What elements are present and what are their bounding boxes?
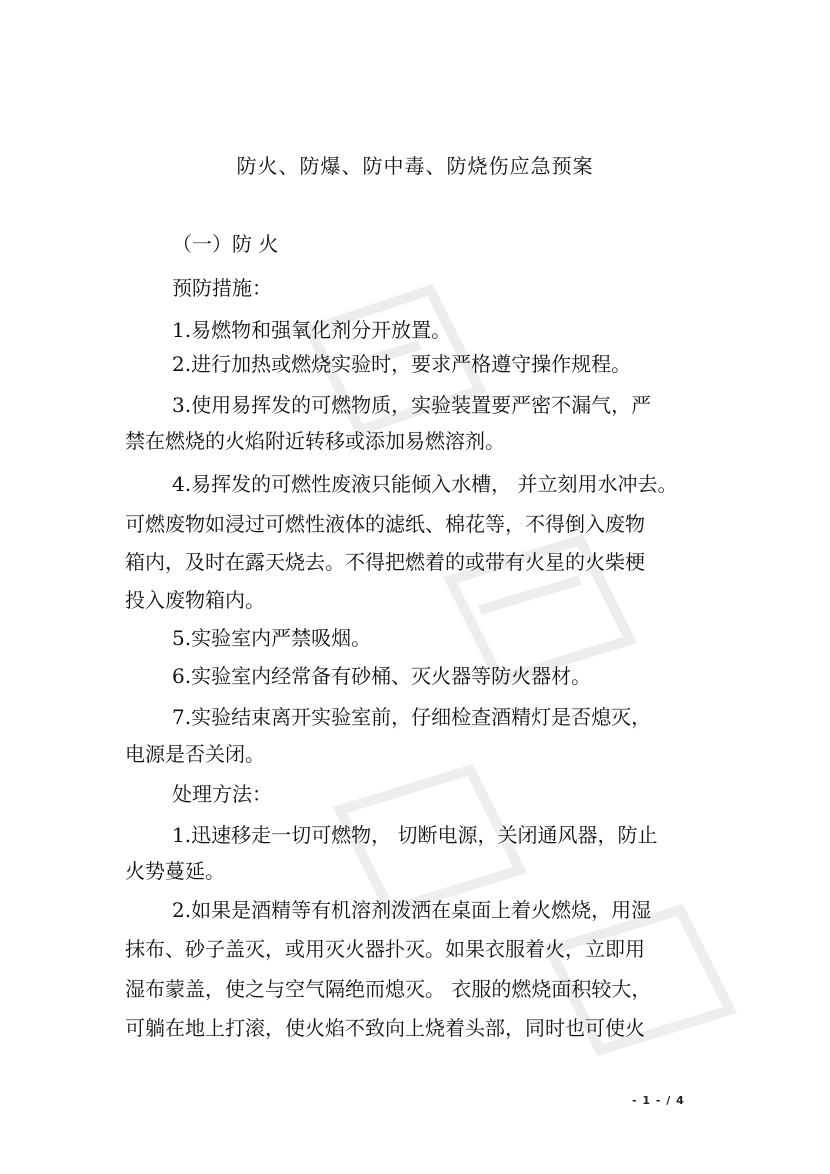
page-number: - 1 - / 4 (632, 1094, 685, 1107)
paragraph-line: 火势蔓延。 (125, 859, 225, 883)
paragraph-line: 抹布、砂子盖灭，或用灭火器扑灭。如果衣服着火，立即用 (125, 937, 645, 961)
paragraph-line: 1.迅速移走一切可燃物， 切断电源，关闭通风器，防止 (172, 823, 658, 847)
paragraph-line: 湿布蒙盖，使之与空气隔绝而熄灭。 衣服的燃烧面积较大， (125, 977, 652, 1001)
paragraph-line: 2.进行加热或燃烧实验时，要求严格遵守操作规程。 (172, 352, 632, 376)
document-title: 防火、防爆、防中毒、防烧伤应急预案 (236, 154, 594, 178)
prevention-heading: 预防措施： (172, 276, 272, 300)
paragraph-line: 箱内，及时在露天烧去。不得把燃着的或带有火星的火柴梗 (125, 550, 645, 574)
paragraph-line: 投入废物箱内。 (125, 588, 265, 612)
paragraph-line: 1.易燃物和强氧化剂分开放置。 (172, 318, 452, 342)
paragraph-line: 3.使用易挥发的可燃物质，实验装置要严密不漏气，严 (172, 393, 652, 417)
paragraph-line: 4.易挥发的可燃性废液只能倾入水槽， 并立刻用水冲去。 (172, 472, 678, 496)
paragraph-line: 可燃废物如浸过可燃性液体的滤纸、棉花等，不得倒入废物 (125, 512, 645, 536)
treatment-heading: 处理方法： (172, 782, 272, 806)
paragraph-line: 可躺在地上打滚，使火焰不致向上烧着头部，同时也可使火 (125, 1016, 645, 1040)
paragraph-line: 5.实验室内严禁吸烟。 (172, 626, 372, 650)
paragraph-line: 电源是否关闭。 (125, 742, 265, 766)
paragraph-line: 禁在燃烧的火焰附近转移或添加易燃溶剂。 (125, 429, 505, 453)
section-heading: （一）防 火 (172, 232, 279, 256)
paragraph-line: 2.如果是酒精等有机溶剂泼洒在桌面上着火燃烧，用湿 (172, 898, 652, 922)
paragraph-line: 7.实验结束离开实验室前，仔细检查酒精灯是否熄灭， (172, 705, 652, 729)
paragraph-line: 6.实验室内经常备有砂桶、灭火器等防火器材。 (172, 664, 592, 688)
